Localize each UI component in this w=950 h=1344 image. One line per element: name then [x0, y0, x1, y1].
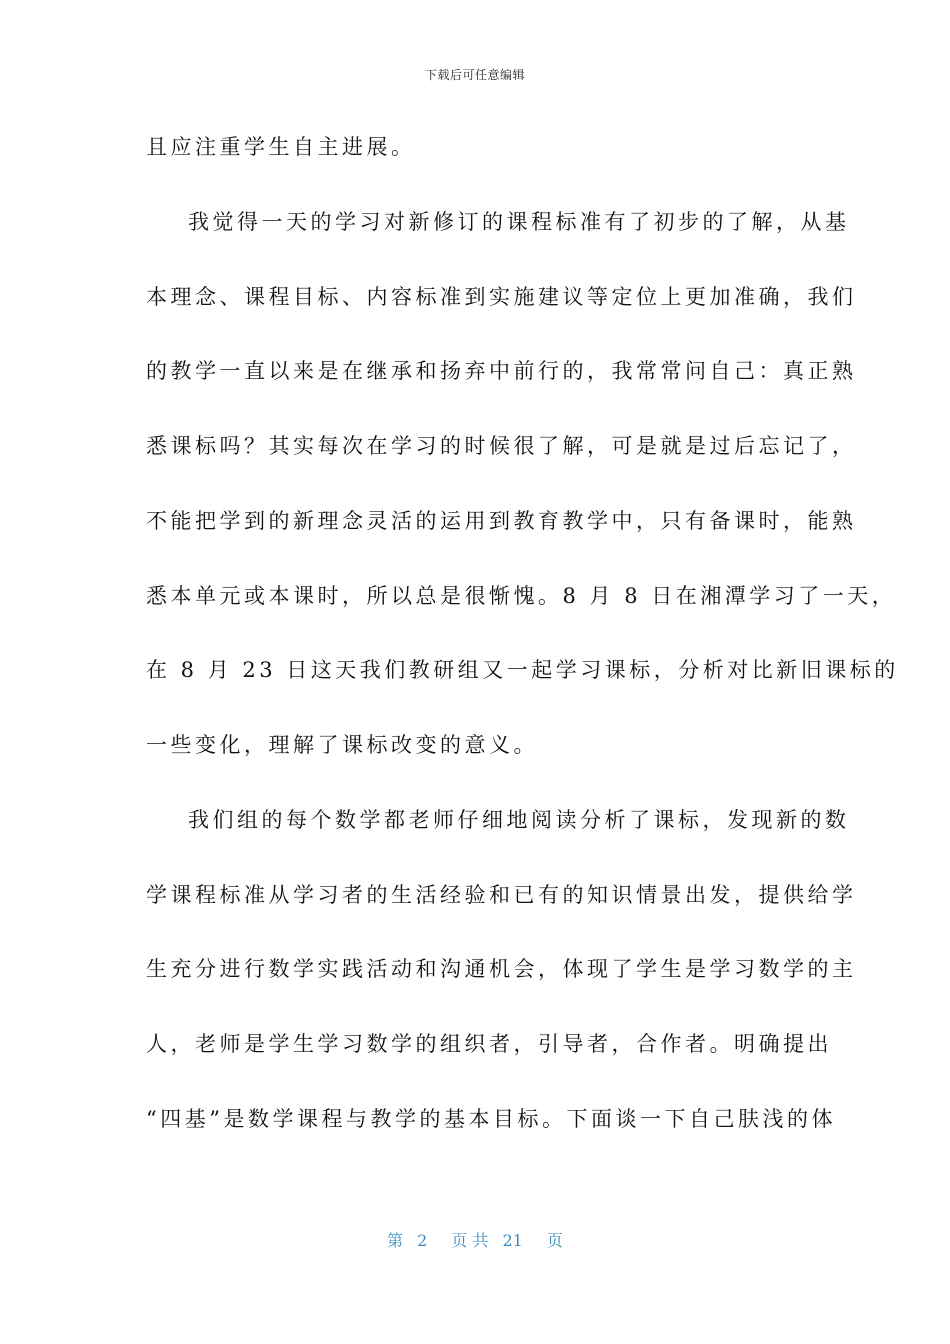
- footer-total-pages: 21: [502, 1231, 523, 1250]
- text-line-11: 学课程标准从学习者的生活经验和已有的知识情景出发，提供给学: [146, 883, 857, 907]
- text-line-5: 悉课标吗？其实每次在学习的时候很了解，可是就是过后忘记了，: [146, 434, 857, 458]
- text-line-10: 我们组的每个数学都老师仔细地阅读分析了课标，发现新的数: [188, 808, 850, 832]
- footer-suffix: 页: [546, 1231, 563, 1250]
- text-line-14: “四基”是数学课程与教学的基本目标。下面谈一下自己肤浅的体: [146, 1107, 836, 1131]
- text-line-12: 生充分进行数学实践活动和沟通机会，体现了学生是学习数学的主: [146, 957, 857, 981]
- page-number-footer: [0, 1228, 950, 1251]
- footer-middle: 页 共: [451, 1231, 489, 1250]
- text-line-3: 本理念、课程目标、内容标准到实施建议等定位上更加准确，我们: [146, 285, 857, 309]
- footer-current-page: 2: [417, 1231, 428, 1250]
- text-line-8: 在 8 月 23 日这天我们教研组又一起学习课标，分析对比新旧课标的: [146, 658, 899, 682]
- text-line-13: 人，老师是学生学习数学的组织者，引导者，合作者。明确提出: [146, 1032, 832, 1056]
- text-line-1: 且应注重学生自主进展。: [146, 135, 416, 159]
- text-line-7: 悉本单元或本课时，所以总是很惭愧。8 月 8 日在湘潭学习了一天，: [146, 584, 897, 608]
- text-line-4: 的教学一直以来是在继承和扬弃中前行的，我常常问自己：真正熟: [146, 359, 857, 383]
- text-line-2: 我觉得一天的学习对新修订的课程标准有了初步的了解，从基: [188, 210, 850, 234]
- text-line-9: 一些变化，理解了课标改变的意义。: [146, 733, 538, 757]
- header-note: 下载后可任意编辑: [424, 68, 525, 82]
- text-line-6: 不能把学到的新理念灵活的运用到教育教学中，只有备课时，能熟: [146, 509, 857, 533]
- footer-prefix: 第: [387, 1231, 404, 1250]
